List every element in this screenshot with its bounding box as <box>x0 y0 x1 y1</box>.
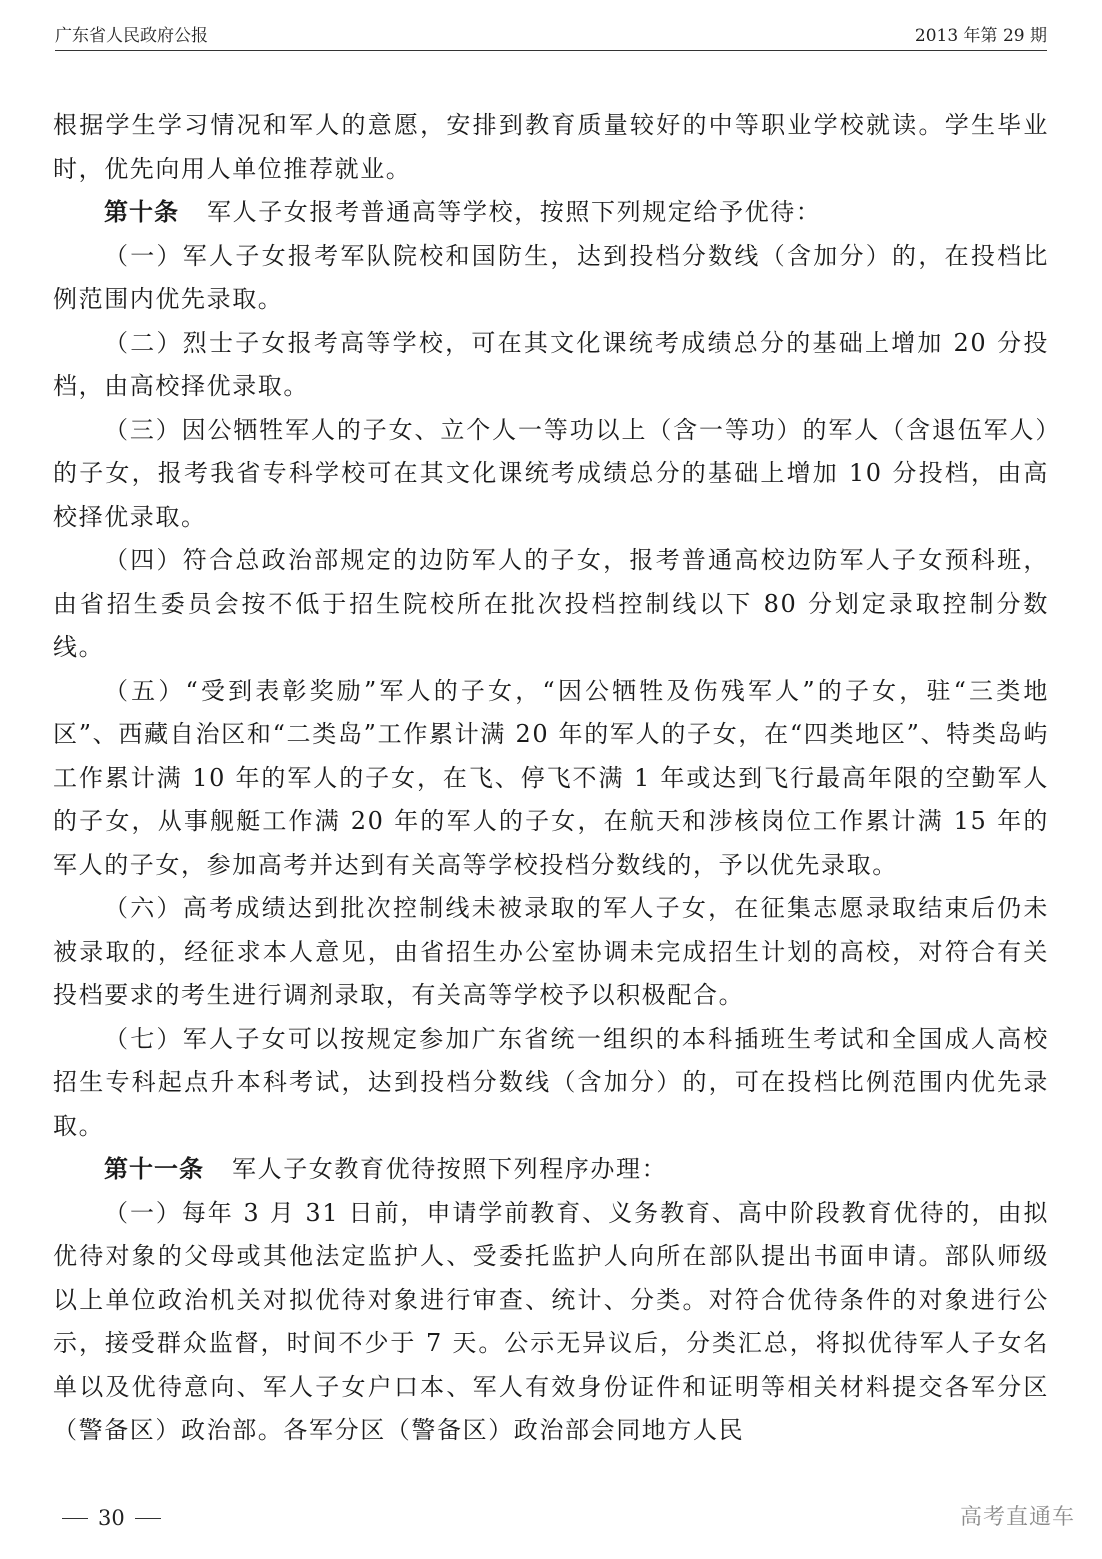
paragraph-text: 根据学生学习情况和军人的意愿，安排到教育质量较好的中等职业学校就读。学生毕业时，优先向用人单位推荐就业。 <box>53 111 1049 183</box>
paragraph-text: （二）烈士子女报考高等学校，可在其文化课统考成绩总分的基础上增加 20 分投档，由高校择优录取。 <box>53 328 1049 400</box>
paragraph <box>53 887 1049 1018</box>
header-divider <box>55 50 1047 51</box>
paragraph <box>53 235 1049 322</box>
paragraph-text: （三）因公牺牲军人的子女、立个人一等功以上（含一等功）的军人（含退伍军人）的子女，报考我省专科学校可在其文化课统考成绩总分的基础上增加 10 分投档，由高校择优录取。 <box>53 415 1049 531</box>
article-heading-paragraph <box>53 1148 1049 1192</box>
watermark: 高考直通车 <box>959 1505 1075 1530</box>
article-heading-paragraph <box>53 191 1049 235</box>
paragraph <box>53 322 1049 409</box>
document-body <box>53 104 1049 1453</box>
paragraph <box>53 539 1049 670</box>
page-number: 30 <box>98 1506 125 1530</box>
article-number: 第十一条 <box>104 1155 204 1183</box>
paragraph-text: （五）“受到表彰奖励”军人的子女，“因公牺牲及伤残军人”的子女，驻“三类地区”、西藏自治区和“二类岛”工作累计满 20 年的军人的子女，在“四类地区”、特类岛屿工作累计满 10 年的军人的子女，在飞、停飞不满 1 年或达到飞行最高年限的空勤军人的子女，从事舰艇工作满 20 年的军人的子女，在航天和涉核岗位工作累计满 15 年的军人的子女，参加高考并达到有关高等学校投档分数线的，予以优先录取。 <box>53 676 1049 879</box>
article-number: 第十条 <box>104 198 179 226</box>
page-header <box>55 18 1047 48</box>
dash-right <box>135 1518 161 1519</box>
paragraph-text: （四）符合总政治部规定的边防军人的子女，报考普通高校边防军人子女预科班，由省招生委员会按不低于招生院校所在批次投档控制线以下 80 分划定录取控制分数线。 <box>53 546 1049 661</box>
paragraph <box>53 104 1049 191</box>
issue-number: 2013 年第 29 期 <box>914 25 1047 46</box>
dash-left <box>62 1518 88 1519</box>
paragraph <box>53 1018 1049 1149</box>
paragraph <box>53 1192 1049 1453</box>
paragraph-text: （一）每年 3 月 31 日前，申请学前教育、义务教育、高中阶段教育优待的，由拟优待对象的父母或其他法定监护人、受委托监护人向所在部队提出书面申请。部队师级以上单位政治机关对拟优待对象进行审查、统计、分类。对符合优待条件的对象进行公示，接受群众监督，时间不少于 7 天。公示无异议后，分类汇总，将拟优待军人子女名单以及优待意向、军人子女户口本、军人有效身份证件和证明等相关材料提交各军分区（警备区）政治部。各军分区（警备区）政治部会同地方人民 <box>53 1198 1049 1444</box>
paragraph-text: （七）军人子女可以按规定参加广东省统一组织的本科插班生考试和全国成人高校招生专科起点升本科考试，达到投档分数线（含加分）的，可在投档比例范围内优先录取。 <box>53 1024 1049 1140</box>
page-footer <box>62 1506 161 1530</box>
paragraph-text: （六）高考成绩达到批次控制线未被录取的军人子女，在征集志愿录取结束后仍未被录取的，经征求本人意见，由省招生办公室协调未完成招生计划的高校，对符合有关投档要求的考生进行调剂录取，有关高等学校予以积极配合。 <box>53 894 1049 1009</box>
paragraph <box>53 409 1049 540</box>
paragraph <box>53 670 1049 888</box>
paragraph-text: （一）军人子女报考军队院校和国防生，达到投档分数线（含加分）的，在投档比例范围内优先录取。 <box>53 241 1049 313</box>
paragraph-text: 军人子女教育优待按照下列程序办理： <box>232 1155 668 1183</box>
publication-title: 广东省人民政府公报 <box>55 25 208 46</box>
paragraph-text: 军人子女报考普通高等学校，按照下列规定给予优待： <box>207 198 822 226</box>
